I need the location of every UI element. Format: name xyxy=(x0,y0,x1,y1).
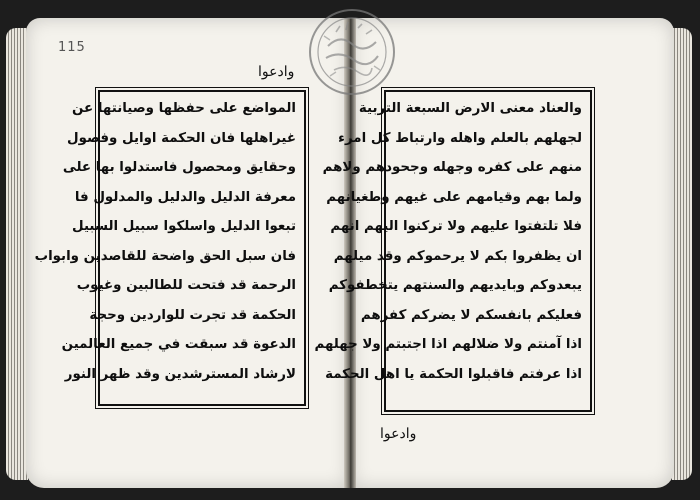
left-page-edges xyxy=(6,28,28,480)
text-line: وحقايق ومحصول فاستدلوا بها على xyxy=(62,160,296,175)
folio-number: 115 xyxy=(58,40,86,55)
right-catchword: وادعوا xyxy=(380,426,417,442)
text-line: والعناد معنى الارض السبعة التربية xyxy=(358,101,582,116)
text-line: الرحمة قد فتحت للطالبين وغيوب xyxy=(76,278,296,293)
text-line: لارشاد المسترشدين وقد ظهر النور xyxy=(64,366,296,382)
text-line: فلا تلتفتوا عليهم ولا تركنوا اليهم انهم xyxy=(330,219,582,234)
right-text-block xyxy=(314,90,592,412)
text-line: فعليكم بانفسكم لا يضركم كفرهم xyxy=(360,307,582,323)
text-line: المواضع على حفظها وصيانتها عن xyxy=(72,101,296,116)
text-line: يبعدوكم وبايديهم والسنتهم يتخطفوكم xyxy=(328,278,582,293)
left-text-block xyxy=(34,90,306,406)
text-line: معرفة الدليل والدليل والمدلول فا xyxy=(74,189,296,205)
left-catchword: وادعوا xyxy=(258,64,295,80)
text-line: غيراهلها فان الحكمة اوايل وفصول xyxy=(67,130,296,146)
text-line: الدعوة قد سبقت في جميع العالمين xyxy=(61,337,296,352)
right-page-edges xyxy=(672,28,692,480)
text-line: تبعوا الدليل واسلكوا سبيل السبيل xyxy=(72,219,296,234)
text-line: الحكمة قد تجرت للواردين وحجة xyxy=(89,307,296,323)
text-line: لجهلهم بالعلم واهله وارتباط كل امرء xyxy=(338,130,582,146)
text-line: ان يظفروا بكم لا يرحموكم وقد ميلهم xyxy=(333,248,582,264)
text-line: منهم على كفره وجهله وجحودهم ولاهم xyxy=(322,160,582,175)
text-line: اذا آمنتم ولا ضلالهم اذا اجتبتم ولا جهلهم xyxy=(314,337,582,352)
library-seal-stamp xyxy=(306,6,398,98)
text-line: فان سبل الحق واضحة للقاصدين وابواب xyxy=(34,248,296,264)
text-line: اذا عرفتم فاقبلوا الحكمة يا اهل الحكمة xyxy=(325,366,582,382)
text-line: ولما بهم وقيامهم على غيهم وطغيانهم xyxy=(326,189,582,205)
